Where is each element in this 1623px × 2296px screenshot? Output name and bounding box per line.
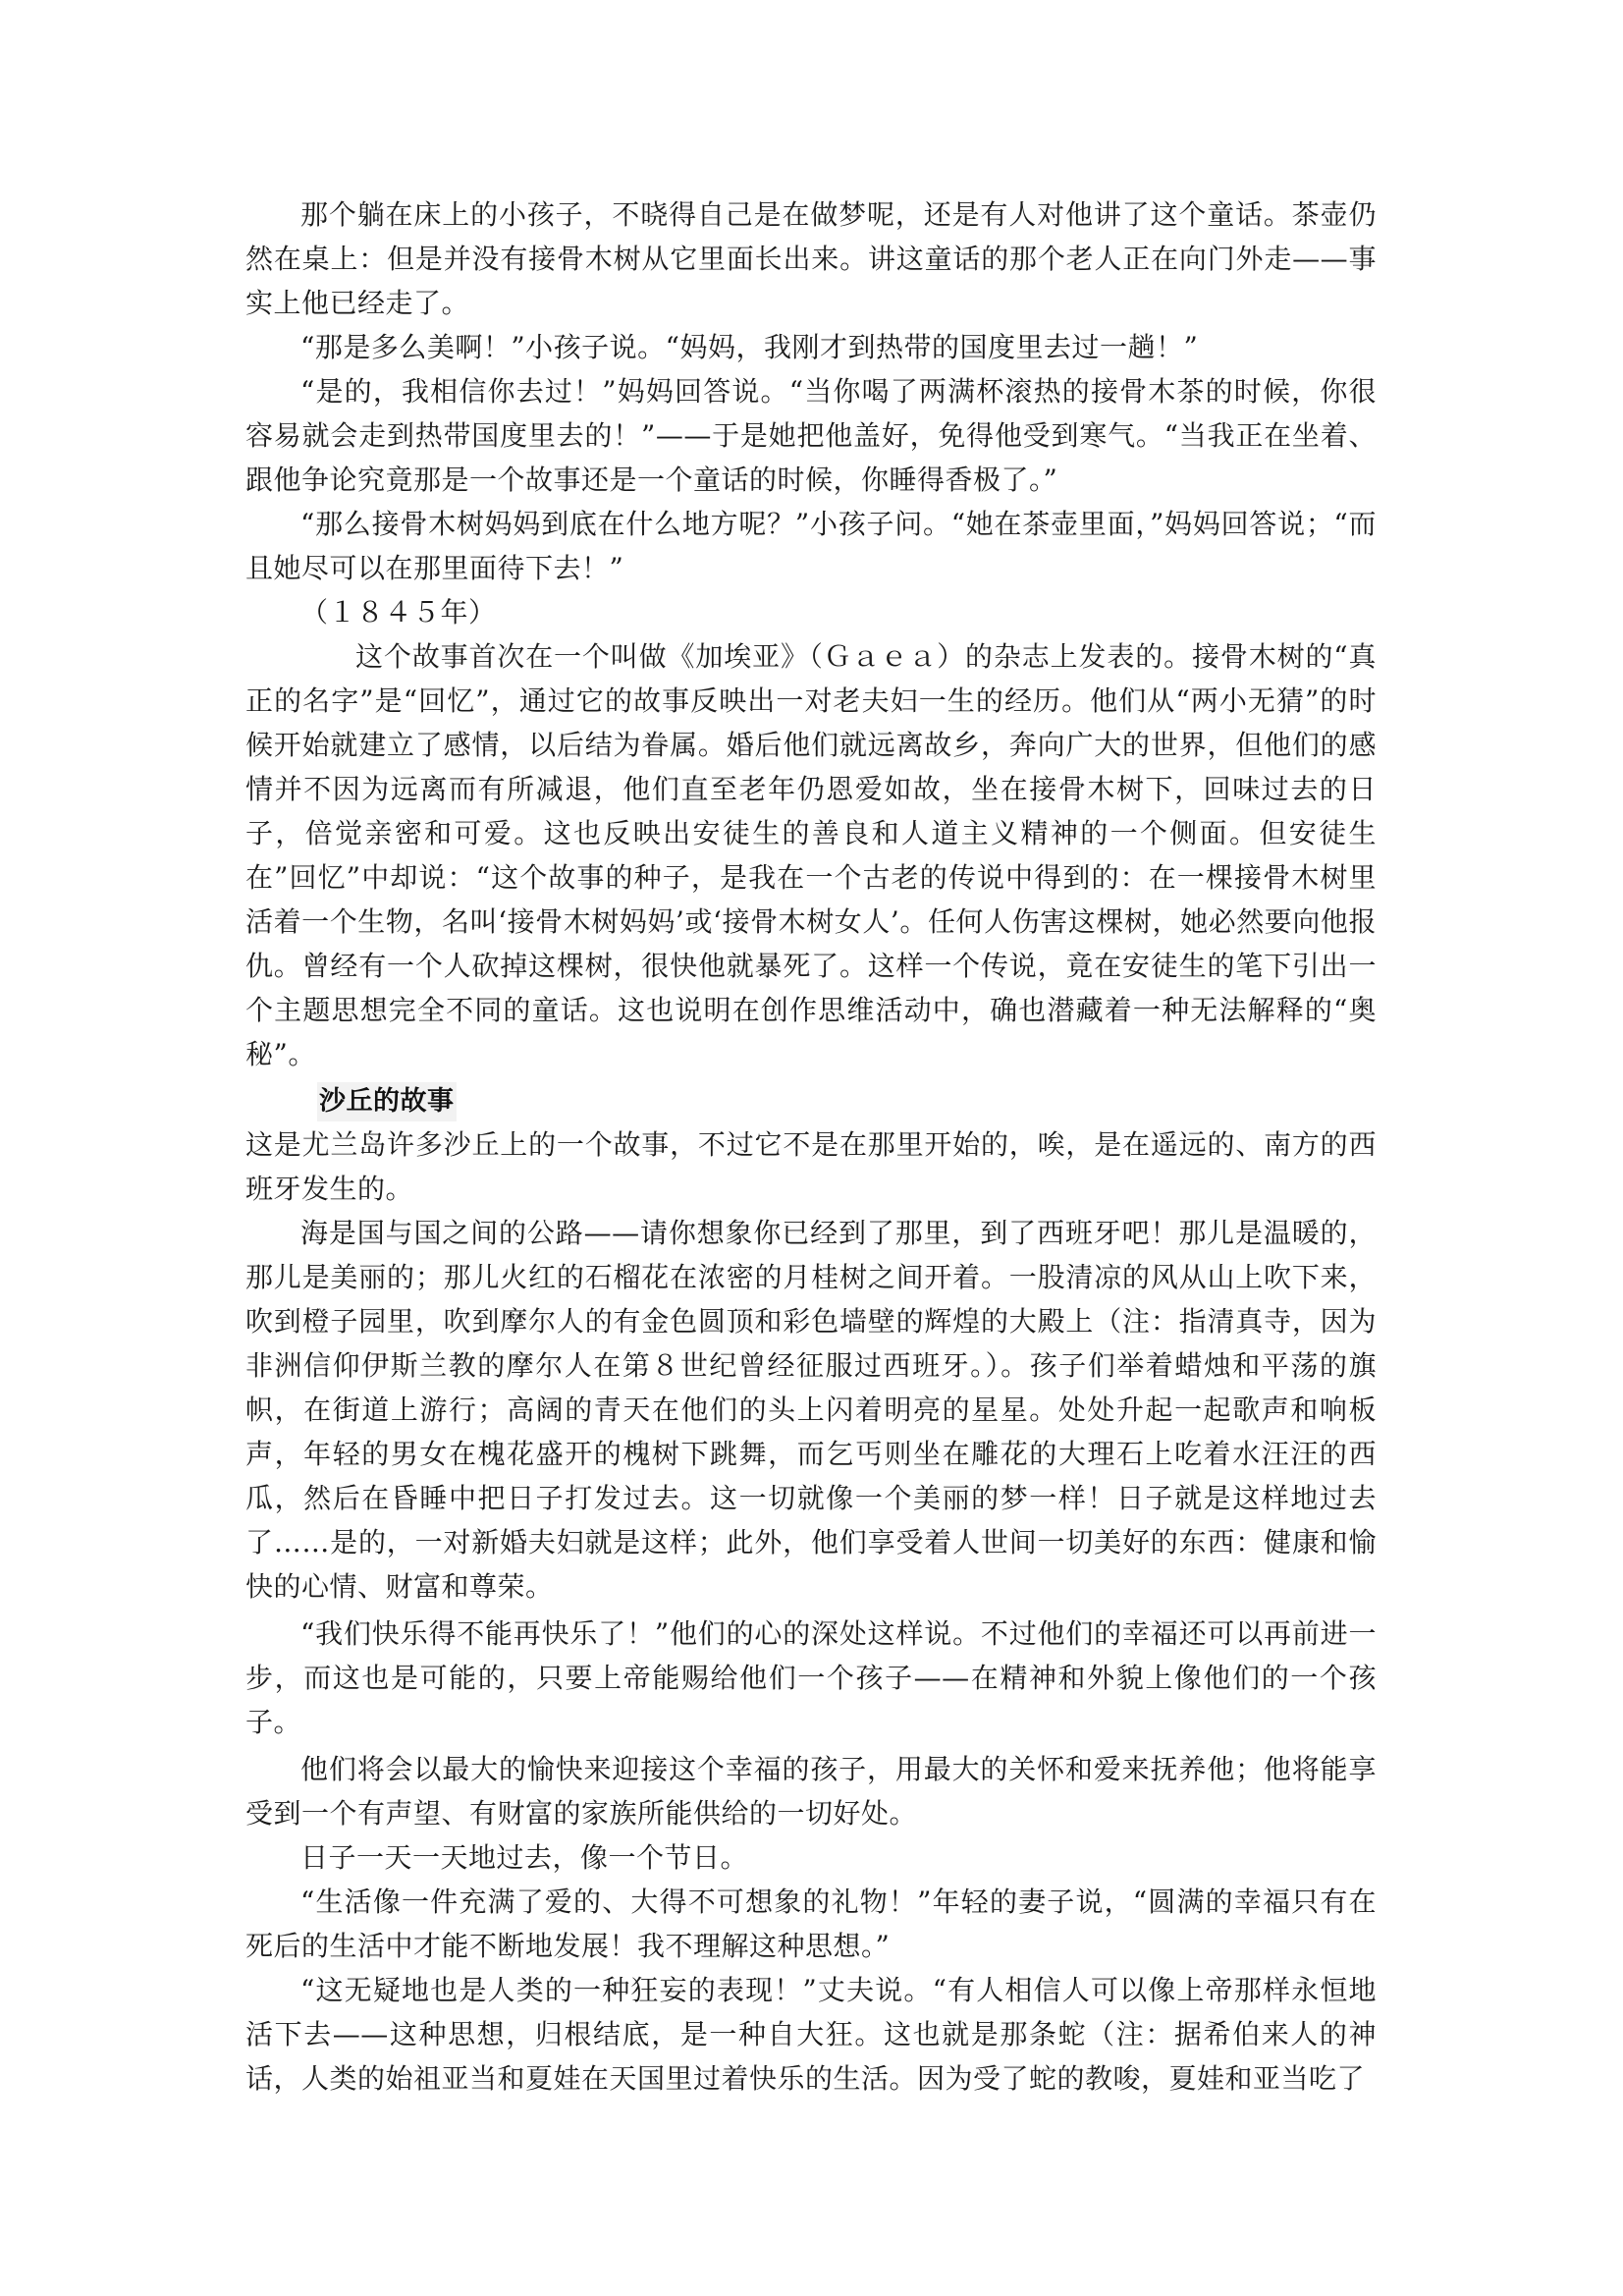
commentary-paragraph: 这个故事首次在一个叫做《加埃亚》（Ｇａｅａ）的杂志上发表的。接骨木树的“真正的名字”是“回忆”，通过它的故事反映出一对老夫妇一生的经历。他们从“两小无猜”的时候开始就建立了感情，以后结为眷属。婚后他们就远离故乡，奔向广大的世界，但他们的感情并不因为远离而有所减退，他们直至老年仍恩爱如故，坐在接骨木树下，回味过去的日子，倍觉亲密和可爱。这也反映出安徒生的善良和人道主义精神的一个侧面。但安徒生在”回忆”中却说：“这个故事的种子，是我在一个古老的传说中得到的：在一棵接骨木树里活着一个生物，名叫‘接骨木树妈妈’或‘接骨木树女人’。任何人伤害这棵树，她必然要向他报仇。曾经有一个人砍掉这棵树，很快他就暴死了。这样一个传说，竟在安徒生的笔下引出一个主题思想完全不同的童话。这也说明在创作思维活动中，确也潜藏着一种无法解释的“奥秘”。 [245, 640, 1377, 1070]
paragraph: “这无疑地也是人类的一种狂妄的表现！”丈夫说。“有人相信人可以像上帝那样永恒地活下去——这种思想，归根结底，是一种自大狂。这也就是那条蛇（注：据希伯来人的神话，人类的始祖亚当和夏娃在天国里过着快乐的生活。因为受了蛇的教唆，夏娃和亚当吃了 [245, 1974, 1377, 2095]
paragraph: 他们将会以最大的愉快来迎接这个幸福的孩子，用最大的关怀和爱来抚养他；他将能享受到一个有声望、有财富的家族所能供给的一切好处。 [245, 1753, 1377, 1830]
paragraph: “那么接骨木树妈妈到底在什么地方呢？”小孩子问。“她在茶壶里面，”妈妈回答说；“而且她尽可以在那里面待下去！” [245, 508, 1377, 584]
paragraph: 海是国与国之间的公路——请你想象你已经到了那里，到了西班牙吧！那儿是温暖的，那儿是美丽的；那儿火红的石榴花在浓密的月桂树之间开着。一股清凉的风从山上吹下来，吹到橙子园里，吹到摩尔人的有金色圆顶和彩色墙壁的辉煌的大殿上（注：指清真寺，因为非洲信仰伊斯兰教的摩尔人在第８世纪曾经征服过西班牙。）。孩子们举着蜡烛和平荡的旗帜，在街道上游行；高阔的青天在他们的头上闪着明亮的星星。处处升起一起歌声和响板声，年轻的男女在槐花盛开的槐树下跳舞，而乞丐则坐在雕花的大理石上吃着水汪汪的西瓜，然后在昏睡中把日子打发过去。这一切就像一个美丽的梦一样！日子就是这样地过去了……是的，一对新婚夫妇就是这样；此外，他们享受着人世间一切美好的东西：健康和愉快的心情、财富和尊荣。 [245, 1217, 1377, 1603]
year-line: （１８４５年） [300, 596, 497, 629]
paragraph: “那是多么美啊！”小孩子说。“妈妈，我刚才到热带的国度里去过一趟！” [300, 331, 1199, 363]
section-heading-row [245, 1078, 1377, 1122]
section-heading: 沙丘的故事 [317, 1082, 457, 1121]
paragraph: “是的，我相信你去过！”妈妈回答说。“当你喝了两满杯滚热的接骨木茶的时候，你很容易就会走到热带国度里去的！”——于是她把他盖好，免得他受到寒气。“当我正在坐着、跟他争论究竟那是一个故事还是一个童话的时候，你睡得香极了。” [245, 375, 1377, 496]
intro-paragraph: 这是尤兰岛许多沙丘上的一个故事，不过它不是在那里开始的，唉，是在遥远的、南方的西班牙发生的。 [245, 1128, 1377, 1205]
paragraph: “我们快乐得不能再快乐了！”他们的心的深处这样说。不过他们的幸福还可以再前进一步，而这也是可能的，只要上帝能赐给他们一个孩子——在精神和外貌上像他们的一个孩子。 [245, 1617, 1377, 1738]
paragraph: 那个躺在床上的小孩子，不晓得自己是在做梦呢，还是有人对他讲了这个童话。茶壶仍然在桌上：但是并没有接骨木树从它里面长出来。讲这童话的那个老人正在向门外走——事实上他已经走了。 [245, 198, 1377, 319]
paragraph: “生活像一件充满了爱的、大得不可想象的礼物！”年轻的妻子说，“圆满的幸福只有在死后的生活中才能不断地发展！我不理解这种思想。” [245, 1886, 1377, 1962]
document-page [245, 192, 1377, 2101]
paragraph: 日子一天一天地过去，像一个节日。 [300, 1841, 749, 1874]
